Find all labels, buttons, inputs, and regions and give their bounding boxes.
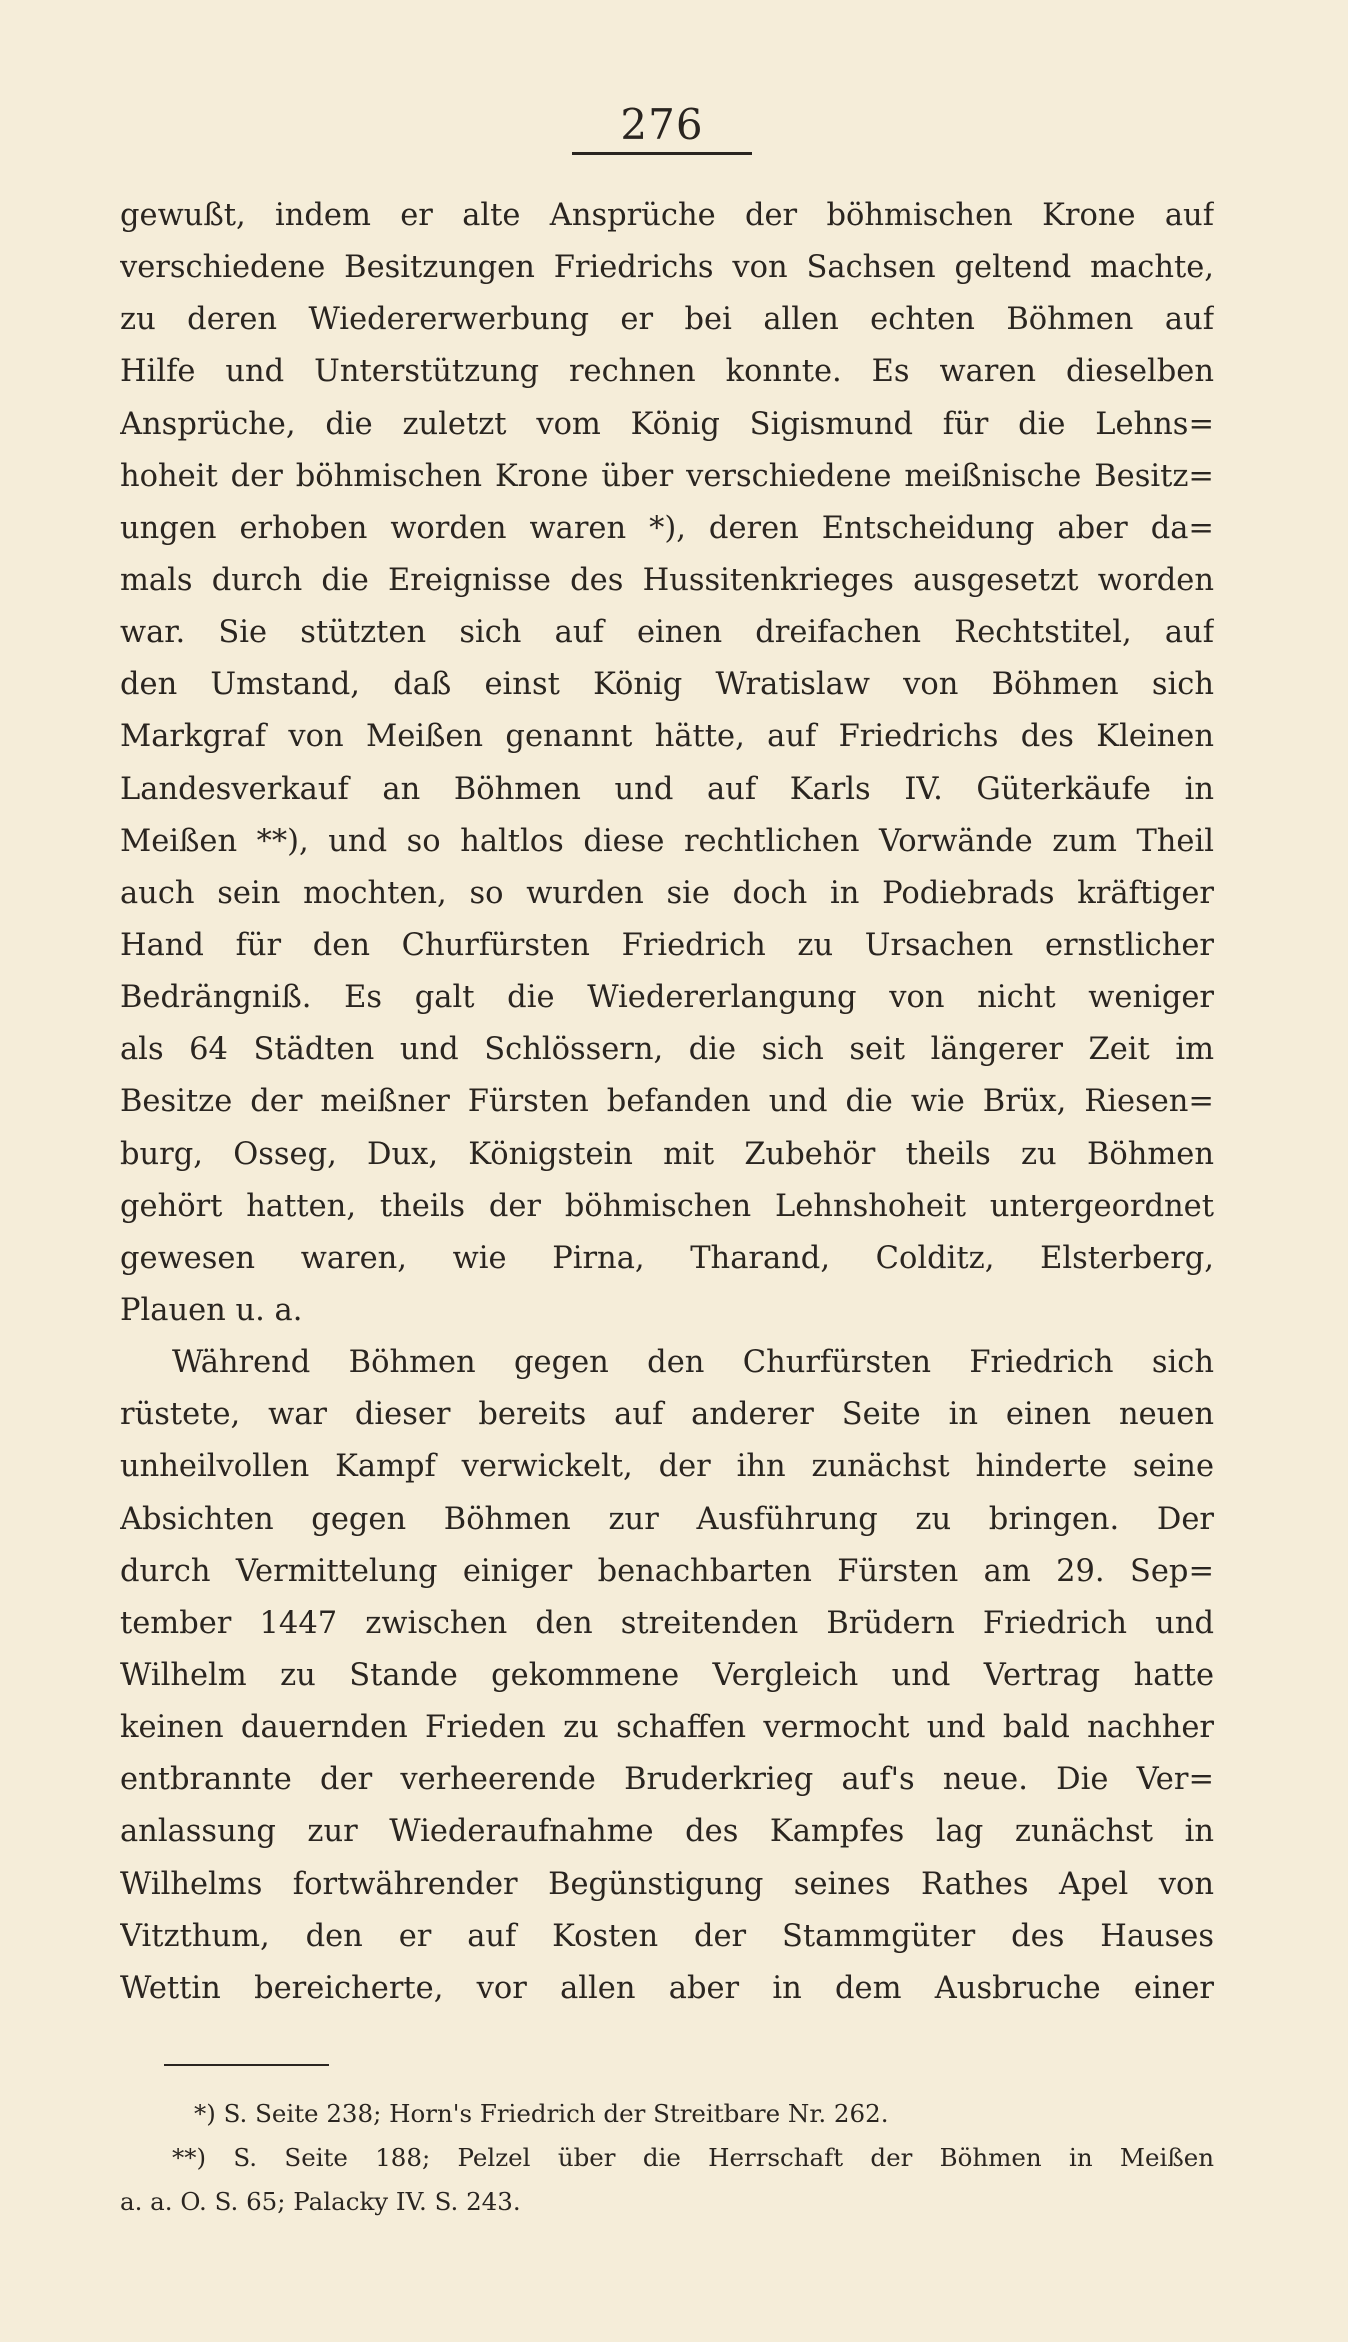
footnotes xyxy=(120,2092,1214,2224)
text-line: hoheit der böhmischen Krone über verschiedene meißnische Besitz= xyxy=(120,458,1214,494)
text-line: gehört hatten, theils der böhmischen Lehnshoheit untergeordnet xyxy=(120,1188,1214,1224)
text-line: gewesen waren, wie Pirna, Tharand, Colditz, Elsterberg, xyxy=(120,1240,1214,1276)
text-line: tember 1447 zwischen den streitenden Brüdern Friedrich und xyxy=(120,1605,1214,1641)
text-line: Hand für den Churfürsten Friedrich zu Ursachen ernstlicher xyxy=(120,927,1214,963)
text-line: Hilfe und Unterstützung rechnen konnte. Es waren dieselben xyxy=(120,354,1214,390)
text-line: auch sein mochten, so wurden sie doch in Podiebrads kräftiger xyxy=(120,875,1214,911)
text-line: ungen erhoben worden waren *), deren Entscheidung aber da= xyxy=(120,510,1214,546)
text-line: Ansprüche, die zuletzt vom König Sigismund für die Lehns= xyxy=(120,406,1214,442)
text-line: unheilvollen Kampf verwickelt, der ihn zunächst hinderte seine xyxy=(120,1449,1214,1485)
text-line: Landesverkauf an Böhmen und auf Karls IV. Güterkäufe in xyxy=(120,771,1214,807)
page-number: 276 xyxy=(620,100,704,149)
text-line: Wilhelms fortwährender Begünstigung seines Rathes Apel von xyxy=(120,1866,1214,1902)
text-line: durch Vermittelung einiger benachbarten Fürsten am 29. Sep= xyxy=(120,1553,1214,1589)
text-line: zu deren Wiedererwerbung er bei allen echten Böhmen auf xyxy=(120,302,1214,338)
text-line: Wilhelm zu Stande gekommene Vergleich und Vertrag hatte xyxy=(120,1657,1214,1693)
text-line: burg, Osseg, Dux, Königstein mit Zubehör theils zu Böhmen xyxy=(120,1136,1214,1172)
text-line: Besitze der meißner Fürsten befanden und die wie Brüx, Riesen= xyxy=(120,1084,1214,1120)
footnote-1: *) S. Seite 238; Horn's Friedrich der Streitbare Nr. 262. xyxy=(194,2099,889,2128)
footnote-separator xyxy=(164,2064,329,2066)
text-line: den Umstand, daß einst König Wratislaw von Böhmen sich xyxy=(120,667,1214,703)
text-line: Wettin bereicherte, vor allen aber in dem Ausbruche einer xyxy=(120,1970,1214,2006)
text-line: anlassung zur Wiederaufnahme des Kampfes lag zunächst in xyxy=(120,1814,1214,1850)
text-line: gewußt, indem er alte Ansprüche der böhmischen Krone auf xyxy=(120,198,1214,233)
page-number-rule xyxy=(572,152,752,155)
text-line: keinen dauernden Frieden zu schaffen vermocht und bald nachher xyxy=(120,1710,1214,1746)
text-line: Markgraf von Meißen genannt hätte, auf Friedrichs des Kleinen xyxy=(120,719,1214,755)
text-line: Vitzthum, den er auf Kosten der Stammgüter des Hauses xyxy=(120,1918,1214,1954)
footnote-2: **) S. Seite 188; Pelzel über die Herrschaft der Böhmen in Meißen xyxy=(172,2143,1214,2172)
text-line: als 64 Städten und Schlössern, die sich seit längerer Zeit im xyxy=(120,1032,1214,1068)
text-line: rüstete, war dieser bereits auf anderer Seite in einen neuen xyxy=(120,1397,1214,1433)
footnote-2-continuation: a. a. O. S. 65; Palacky IV. S. 243. xyxy=(120,2187,521,2216)
text-line: war. Sie stützten sich auf einen dreifachen Rechtstitel, auf xyxy=(120,615,1214,651)
text-line: verschiedene Besitzungen Friedrichs von Sachsen geltend machte, xyxy=(120,250,1214,286)
body-text xyxy=(120,190,1214,2015)
text-line: Meißen **), und so haltlos diese rechtlichen Vorwände zum Theil xyxy=(120,823,1214,859)
text-line: mals durch die Ereignisse des Hussitenkrieges ausgesetzt worden xyxy=(120,562,1214,598)
text-line: entbrannte der verheerende Bruderkrieg auf's neue. Die Ver= xyxy=(120,1762,1214,1798)
text-line: Bedrängniß. Es galt die Wiedererlangung von nicht weniger xyxy=(120,980,1214,1016)
text-line: Absichten gegen Böhmen zur Ausführung zu bringen. Der xyxy=(120,1501,1214,1537)
paragraph-end-line: Plauen u. a. xyxy=(120,1292,303,1328)
paragraph-start-line: Während Böhmen gegen den Churfürsten Friedrich sich xyxy=(172,1345,1214,1381)
